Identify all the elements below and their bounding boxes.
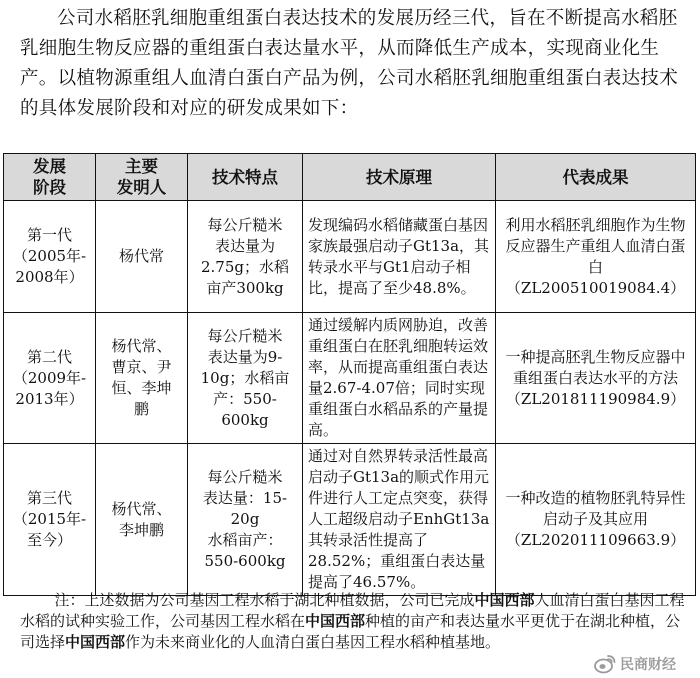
header-stage: 发展 阶段 xyxy=(4,154,96,201)
watermark-text: 民商财经 xyxy=(620,657,676,673)
weibo-icon xyxy=(594,654,616,674)
footnote-text: 注：上述数据为公司基因工程水稻于湖北种植数据，公司已完成 xyxy=(54,591,475,609)
table-row xyxy=(4,313,696,444)
header-result: 代表成果 xyxy=(496,154,696,201)
feature-cell: 每公斤糙米 表达量为9- 10g；水稻亩 产：550- 600kg xyxy=(188,313,303,444)
stage-cell: 第三代 （2015年- 至今） xyxy=(4,444,96,596)
highlight-region: 中国西部 xyxy=(65,633,126,651)
principle-cell: 通过对自然界转录活性最高启动子Gt13a的顺式作用元件进行人工定点突变，获得人工超级启动子EnhGt13a其转录活性提高了28.52%；重组蛋白表达量提高了46.57%。 xyxy=(303,444,496,596)
table-row xyxy=(4,444,696,596)
development-table xyxy=(3,153,696,596)
inventor-cell: 杨代常、 李坤鹏 xyxy=(96,444,188,596)
table-row xyxy=(4,201,696,313)
highlight-region: 中国西部 xyxy=(305,612,366,630)
header-inventor: 主要 发明人 xyxy=(96,154,188,201)
principle-cell: 发现编码水稻储藏蛋白基因家族最强启动子Gt13a，其转录水平与Gt1启动子相比，提高了至少48.8%。 xyxy=(303,201,496,313)
watermark xyxy=(594,653,676,675)
footnote-text: 作为未来商业化的人血清白蛋白基因工程水稻种植基地。 xyxy=(125,633,501,651)
feature-cell: 每公斤糙米 表达量：15- 20g 水稻亩产： 550-600kg xyxy=(188,444,303,596)
header-feature: 技术特点 xyxy=(188,154,303,201)
inventor-cell: 杨代常 xyxy=(96,201,188,313)
result-cell: 一种改造的植物胚乳特异性启动子及其应用 （ZL202011109663.9） xyxy=(496,444,696,596)
result-cell: 利用水稻胚乳细胞作为生物反应器生产重组人血清白蛋白 （ZL200510019084.4） xyxy=(496,201,696,313)
stage-cell: 第一代 （2005年- 2008年） xyxy=(4,201,96,313)
intro-paragraph: 公司水稻胚乳细胞重组蛋白表达技术的发展历经三代，旨在不断提高水稻胚乳细胞生物反应器的重组蛋白表达量水平，从而降低生产成本，实现商业化生产。以植物源重组人血清白蛋白产品为例，公司水稻胚乳细胞重组蛋白表达技术的具体发展阶段和对应的研发成果如下： xyxy=(20,8,679,119)
principle-cell: 通过缓解内质网胁迫，改善重组蛋白在胚乳细胞转运效率，从而提高重组蛋白表达量2.67-4.07倍；同时实现重组蛋白水稻品系的产量提高。 xyxy=(303,313,496,444)
feature-cell: 每公斤糙米 表达量为 2.75g；水稻 亩产300kg xyxy=(188,201,303,313)
footnote xyxy=(20,590,688,653)
header-principle: 技术原理 xyxy=(303,154,496,201)
result-cell: 一种提高胚乳生物反应器中重组蛋白表达水平的方法 （ZL201811190984.9） xyxy=(496,313,696,444)
footnote-text: 人血清白蛋白基因工程水稻的试种实验工作，公司基因工程水稻在 xyxy=(20,591,685,630)
stage-cell: 第二代 （2009年- 2013年） xyxy=(4,313,96,444)
footnote-text: 种植的亩产和表达量水平更优于在湖北种植，公司选择 xyxy=(20,612,681,651)
inventor-cell: 杨代常、 曹京、尹 恒、李坤 鹏 xyxy=(96,313,188,444)
highlight-region: 中国西部 xyxy=(474,591,535,609)
table-header-row xyxy=(4,154,696,201)
